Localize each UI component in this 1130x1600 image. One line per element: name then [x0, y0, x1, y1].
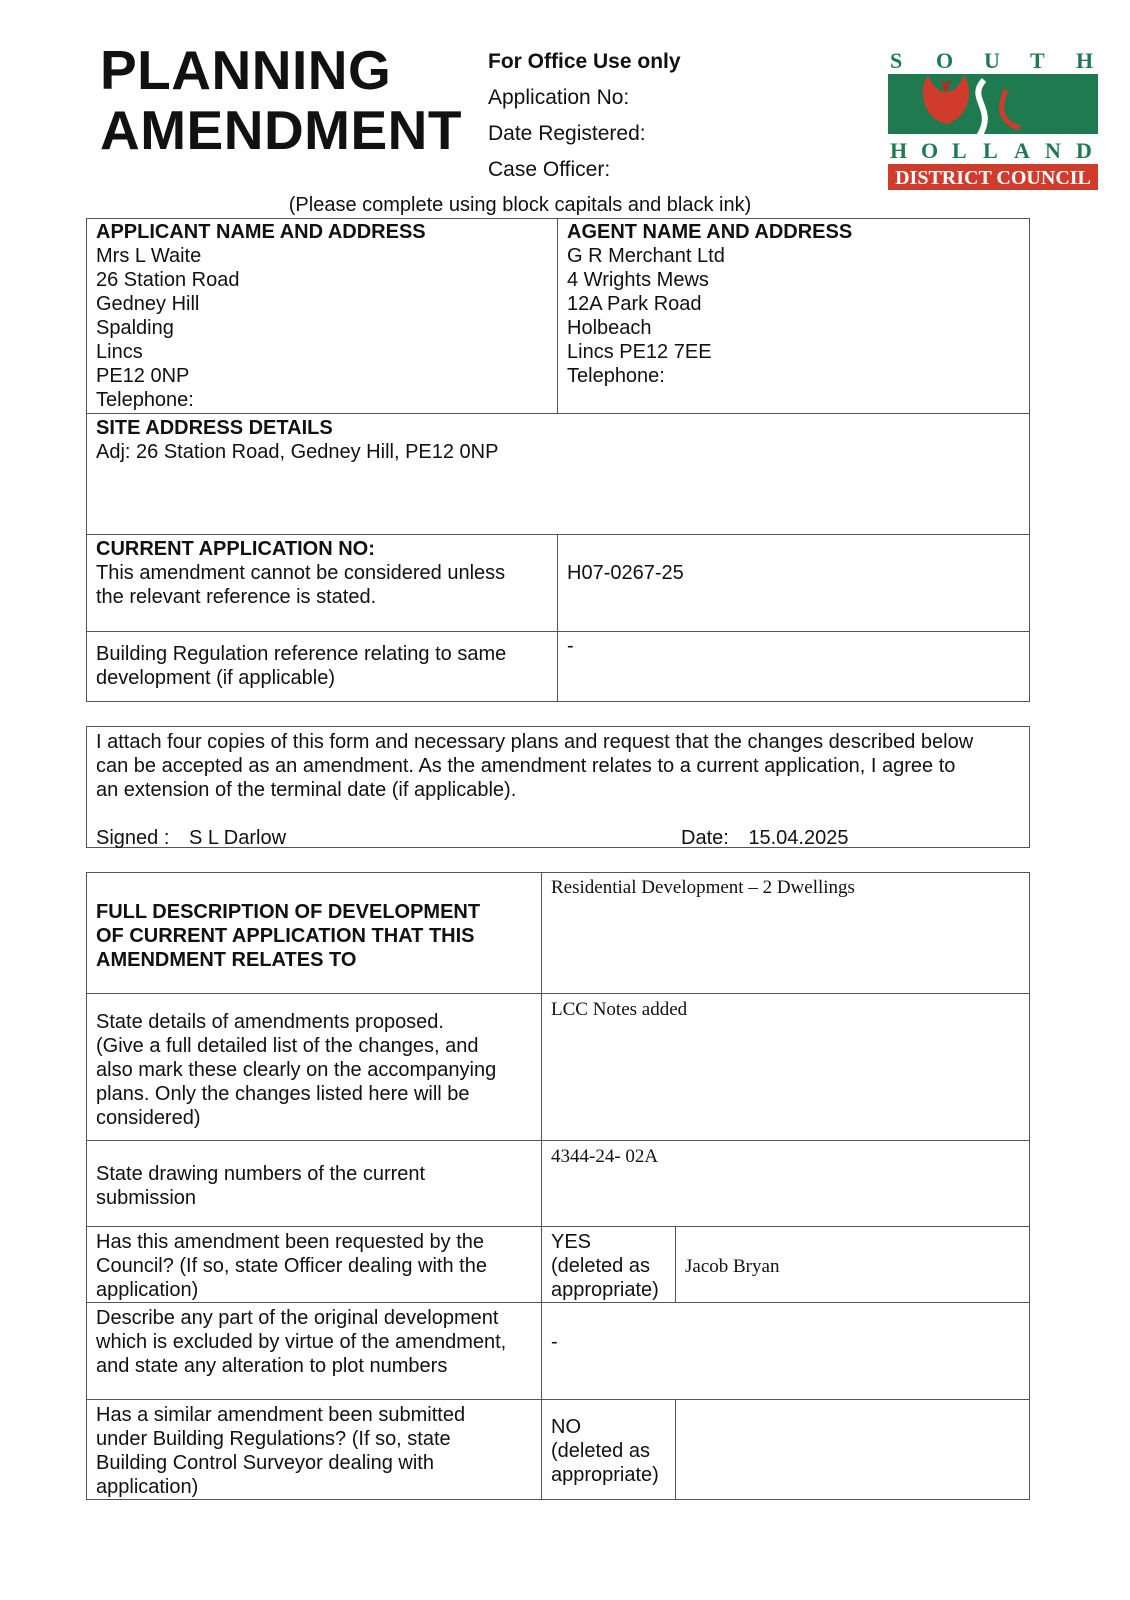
similar-choice: (deleted as [551, 1440, 650, 1462]
applicant-cell [86, 218, 557, 414]
drawing-label: State drawing numbers of the current [96, 1163, 426, 1185]
current-application-note: This amendment cannot be considered unless [96, 562, 506, 584]
amendments-label-cell [86, 1008, 541, 1132]
applicant-line: PE12 0NP [96, 365, 190, 387]
current-application-note: the relevant reference is stated. [96, 586, 377, 608]
office-use-heading: For Office Use only [488, 50, 681, 73]
applicant-line: Lincs [96, 341, 143, 363]
agent-line: 12A Park Road [567, 293, 702, 315]
logo-green-band [888, 74, 1098, 134]
logo-top-letter: T [1030, 48, 1045, 73]
agent-heading: AGENT NAME AND ADDRESS [567, 221, 853, 243]
similar-label: Has a similar amendment been submitted [96, 1404, 466, 1426]
agent-line: Telephone: [567, 365, 665, 387]
applicant-line: Mrs L Waite [96, 245, 202, 267]
description-label: AMENDMENT RELATES TO [96, 949, 357, 971]
application-no-label: Application No: [488, 86, 630, 109]
council-label: application) [96, 1279, 199, 1301]
logo-top-letter: O [936, 48, 954, 73]
date-label: Date: [681, 827, 729, 849]
logo-middle-letter: A [1014, 138, 1030, 163]
similar-label: under Building Regulations? (If so, state [96, 1428, 451, 1450]
declaration-line: an extension of the terminal date (if applicable). [96, 779, 517, 801]
signed-row [86, 824, 686, 852]
council-label: Has this amendment been requested by the [96, 1231, 485, 1253]
case-officer-label: Case Officer: [488, 158, 611, 181]
declaration-line: can be accepted as an amendment. As the amendment relates to a current application, I agree to [96, 755, 956, 777]
site-address-heading: SITE ADDRESS DETAILS [96, 417, 333, 439]
applicant-line: Spalding [96, 317, 174, 339]
logo-middle-letter: N [1045, 138, 1061, 163]
divider [86, 1140, 1030, 1141]
building-reg-number: - [567, 635, 574, 657]
excluded-label: Describe any part of the original development [96, 1307, 499, 1329]
declaration-text [86, 728, 1030, 804]
council-choice: YES [551, 1231, 592, 1253]
site-address-cell [86, 414, 1030, 466]
agent-line: Holbeach [567, 317, 652, 339]
drawing-value: 4344-24- 02A [551, 1146, 659, 1167]
drawing-label-cell [86, 1160, 541, 1212]
date-registered-label: Date Registered: [488, 122, 646, 145]
similar-choice: NO [551, 1416, 581, 1438]
site-address-value: Adj: 26 Station Road, Gedney Hill, PE12 0NP [96, 441, 499, 463]
agent-line: Lincs PE12 7EE [567, 341, 712, 363]
building-reg-label: development (if applicable) [96, 667, 336, 689]
logo-middle-letter: D [1076, 138, 1092, 163]
building-reg-label: Building Regulation reference relating to same [96, 643, 507, 665]
applicant-heading: APPLICANT NAME AND ADDRESS [96, 221, 426, 243]
divider [86, 993, 1030, 994]
excluded-value: - [551, 1331, 558, 1353]
similar-label-cell [86, 1401, 541, 1501]
building-reg-label-cell [86, 640, 557, 692]
applicant-line: Gedney Hill [96, 293, 200, 315]
logo-banner-text: DISTRICT COUNCIL [895, 167, 1091, 189]
current-application-number: H07-0267-25 [567, 562, 684, 584]
logo-middle-letter: O [921, 138, 939, 163]
description-label: OF CURRENT APPLICATION THAT THIS [96, 925, 475, 947]
drawing-label: submission [96, 1187, 197, 1209]
description-label: FULL DESCRIPTION OF DEVELOPMENT [96, 901, 481, 923]
excluded-label-cell [86, 1304, 541, 1380]
signed-value: S L Darlow [188, 827, 287, 849]
similar-choice: appropriate) [551, 1464, 659, 1486]
description-label-cell [86, 898, 541, 974]
similar-label: application) [96, 1476, 199, 1498]
logo-middle-letter: L [983, 138, 998, 163]
current-application-value [557, 559, 1030, 587]
similar-label: Building Control Surveyor dealing with [96, 1452, 434, 1474]
date-row [671, 824, 971, 852]
south-holland-logo [888, 48, 1098, 191]
amendments-label: (Give a full detailed list of the changes, and [96, 1035, 479, 1057]
description-value: Residential Development – 2 Dwellings [551, 877, 855, 898]
office-use-block [488, 44, 681, 188]
applicant-line: Telephone: [96, 389, 194, 411]
amendments-value: LCC Notes added [551, 999, 688, 1020]
logo-top-letter: H [1076, 48, 1094, 73]
title-line-1: PLANNING [100, 39, 392, 101]
amendments-label: considered) [96, 1107, 201, 1129]
amendments-label: State details of amendments proposed. [96, 1011, 444, 1033]
logo-top-letter: U [984, 48, 1000, 73]
divider [86, 1399, 1030, 1400]
divider [86, 1226, 1030, 1227]
council-choice: (deleted as [551, 1255, 650, 1277]
declaration-line: I attach four copies of this form and necessary plans and request that the changes described below [96, 731, 974, 753]
agent-cell [557, 218, 1030, 390]
title-line-2: AMENDMENT [100, 99, 462, 161]
council-label-cell [86, 1228, 541, 1304]
signed-label: Signed : [96, 827, 170, 849]
agent-line: 4 Wrights Mews [567, 269, 709, 291]
amendments-label: plans. Only the changes listed here will be [96, 1083, 470, 1105]
current-application-label-cell [86, 535, 557, 611]
agent-line: G R Merchant Ltd [567, 245, 725, 267]
date-value: 15.04.2025 [748, 827, 849, 849]
building-reg-value [557, 632, 1030, 660]
excluded-label: which is excluded by virtue of the amendment, [96, 1331, 507, 1353]
applicant-line: 26 Station Road [96, 269, 240, 291]
council-officer: Jacob Bryan [685, 1256, 780, 1277]
divider [675, 1399, 676, 1500]
council-choice: appropriate) [551, 1279, 659, 1301]
excluded-label: and state any alteration to plot numbers [96, 1355, 448, 1377]
council-choice-cell [541, 1228, 675, 1304]
amendments-label: also mark these clearly on the accompanying [96, 1059, 497, 1081]
similar-choice-cell [541, 1413, 675, 1489]
logo-middle-letter: H [890, 138, 908, 163]
divider [541, 872, 542, 1500]
council-label: Council? (If so, state Officer dealing with the [96, 1255, 487, 1277]
instruction-text: (Please complete using block capitals and black ink) [288, 194, 752, 216]
current-application-heading: CURRENT APPLICATION NO: [96, 538, 375, 560]
page-title [100, 40, 462, 160]
logo-top-letter: S [890, 48, 903, 73]
logo-middle-letter: L [952, 138, 967, 163]
